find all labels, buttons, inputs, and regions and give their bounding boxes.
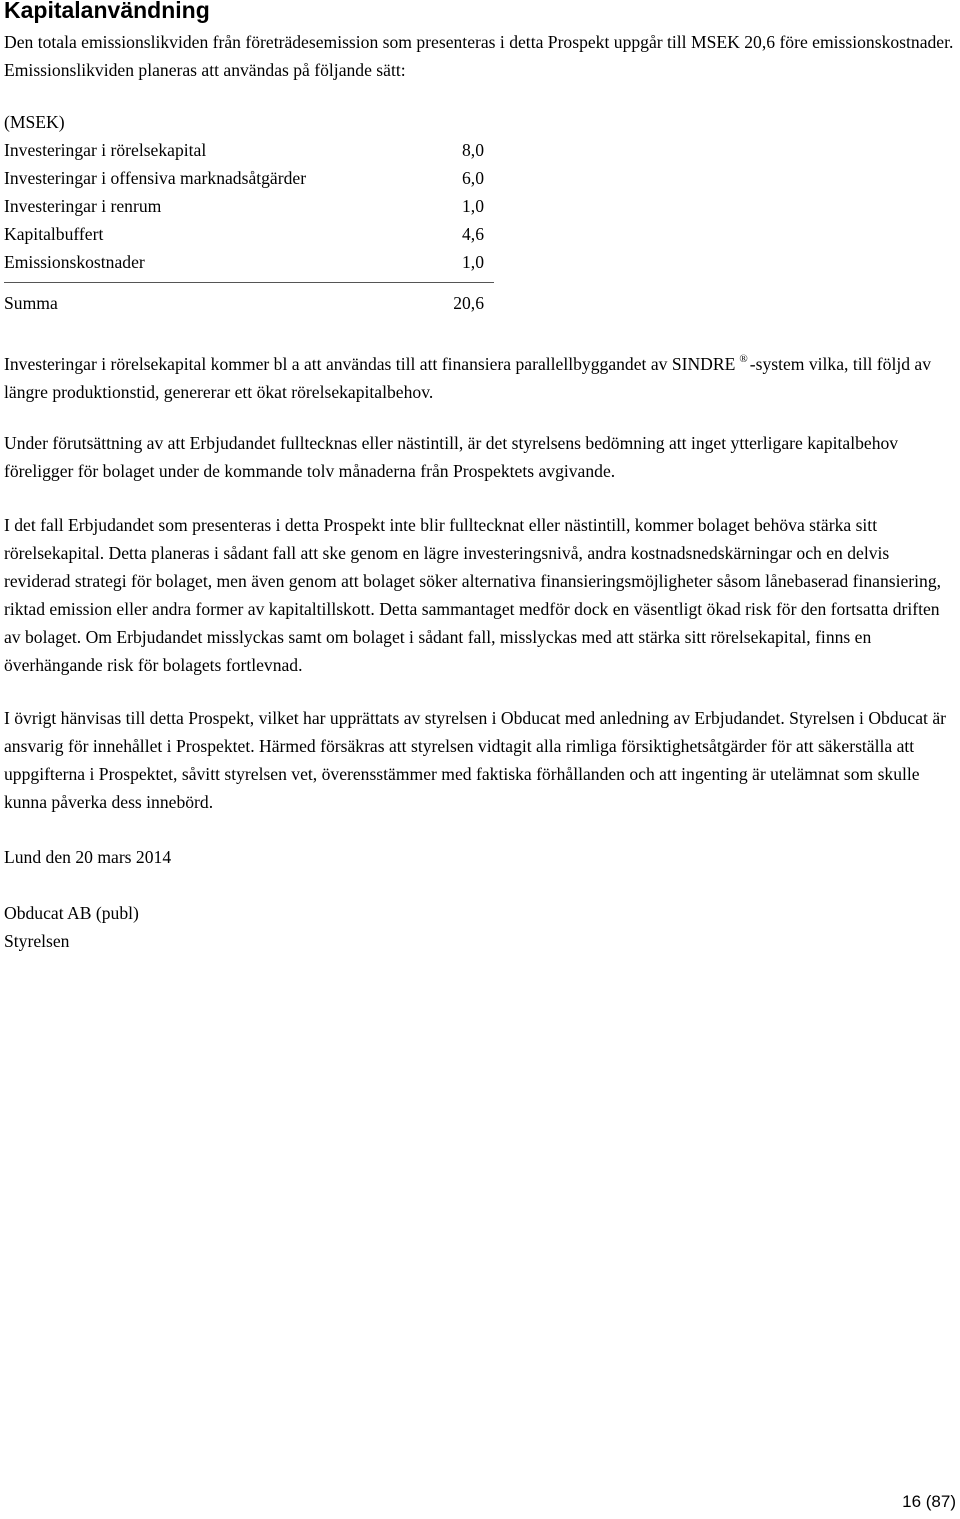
row-label: Investeringar i rörelsekapital [4, 140, 207, 160]
row-value: 6,0 [462, 168, 484, 188]
undersubscription-risk-paragraph: I det fall Erbjudandet som presenteras i detta Prospekt inte blir fulltecknat eller nästintill, kommer bolaget behöva stärka sitt rörelsekapital. Detta planeras i sådant fall att ske genom en lägre investeringsnivå, andra kostnadsnedskärningar och en delvis reviderad strategi för bolaget, men även genom att bolaget söker alternativa finansieringsmöjligheter såsom lånebaserad finansiering, riktad emission eller andra former av kapitaltillskott. Detta sammantaget medför dock en väsentligt ökad risk för den fortsatta driften av bolaget. Om Erbjudandet misslyckas samt om bolaget i sådant fall, misslyckas med att stärka sitt rörelsekapital, finns en överhängande risk för bolagets fortlevnad. [4, 515, 942, 675]
page-number: 16 (87) [902, 1492, 956, 1511]
registered-trademark-mark: ® [739, 353, 748, 365]
table-total-row [4, 289, 494, 317]
table-row [4, 136, 494, 164]
row-label: Investeringar i offensiva marknadsåtgärder [4, 168, 307, 188]
paragraph-text: -system vilka, till följd av längre produktionstid, genererar ett ökat rörelsekapitalbehov. [4, 354, 932, 402]
capital-requirement-paragraph: Under förutsättning av att Erbjudandet fulltecknas eller nästintill, är det styrelsens bedömning att inget ytterligare kapitalbehov föreligger för bolaget under de kommande tolv månaderna från Prospektets avgivande. [4, 433, 899, 481]
signature-company: Obducat AB (publ) [4, 903, 139, 923]
table-row [4, 248, 494, 276]
intro-paragraph: Den totala emissionslikviden från företrädesemission som presenteras i detta Prospekt uppgår till MSEK 20,6 före emissionskostnader. Emissionslikviden planeras att användas på följande sätt: [4, 32, 954, 80]
table-unit-label: (MSEK) [4, 112, 65, 132]
table-row [4, 220, 494, 248]
signature-place-date: Lund den 20 mars 2014 [4, 847, 172, 867]
table-row [4, 192, 494, 220]
responsibility-statement-paragraph: I övrigt hänvisas till detta Prospekt, vilket har upprättats av styrelsen i Obducat med anledning av Erbjudandet. Styrelsen i Obducat är ansvarig för innehållet i Prospektet. Härmed försäkras att styrelsen vidtagit alla rimliga försiktighetsåtgärder för att säkerställa att uppgifterna i Prospektet, såvitt styrelsen vet, överensstämmer med faktiska förhållanden och att ingenting är utelämnat som skulle kunna påverka dess innebörd. [4, 708, 947, 812]
row-value: 4,6 [462, 224, 484, 244]
section-heading: Kapitalanvändning [4, 0, 210, 23]
total-divider [4, 282, 494, 283]
working-capital-paragraph [4, 345, 956, 406]
row-label: Investeringar i renrum [4, 196, 162, 216]
row-label: Kapitalbuffert [4, 224, 104, 244]
row-value: 8,0 [462, 140, 484, 160]
row-value: 1,0 [462, 252, 484, 272]
total-value: 20,6 [453, 293, 484, 313]
row-label: Emissionskostnader [4, 252, 145, 272]
total-label: Summa [4, 293, 58, 313]
allocation-table [4, 108, 494, 317]
table-row [4, 164, 494, 192]
signature-board: Styrelsen [4, 931, 70, 951]
paragraph-text: Investeringar i rörelsekapital kommer bl a att användas till att finansiera parallellbyggandet av SINDRE [4, 354, 736, 374]
signature-block [4, 899, 956, 955]
row-value: 1,0 [462, 196, 484, 216]
